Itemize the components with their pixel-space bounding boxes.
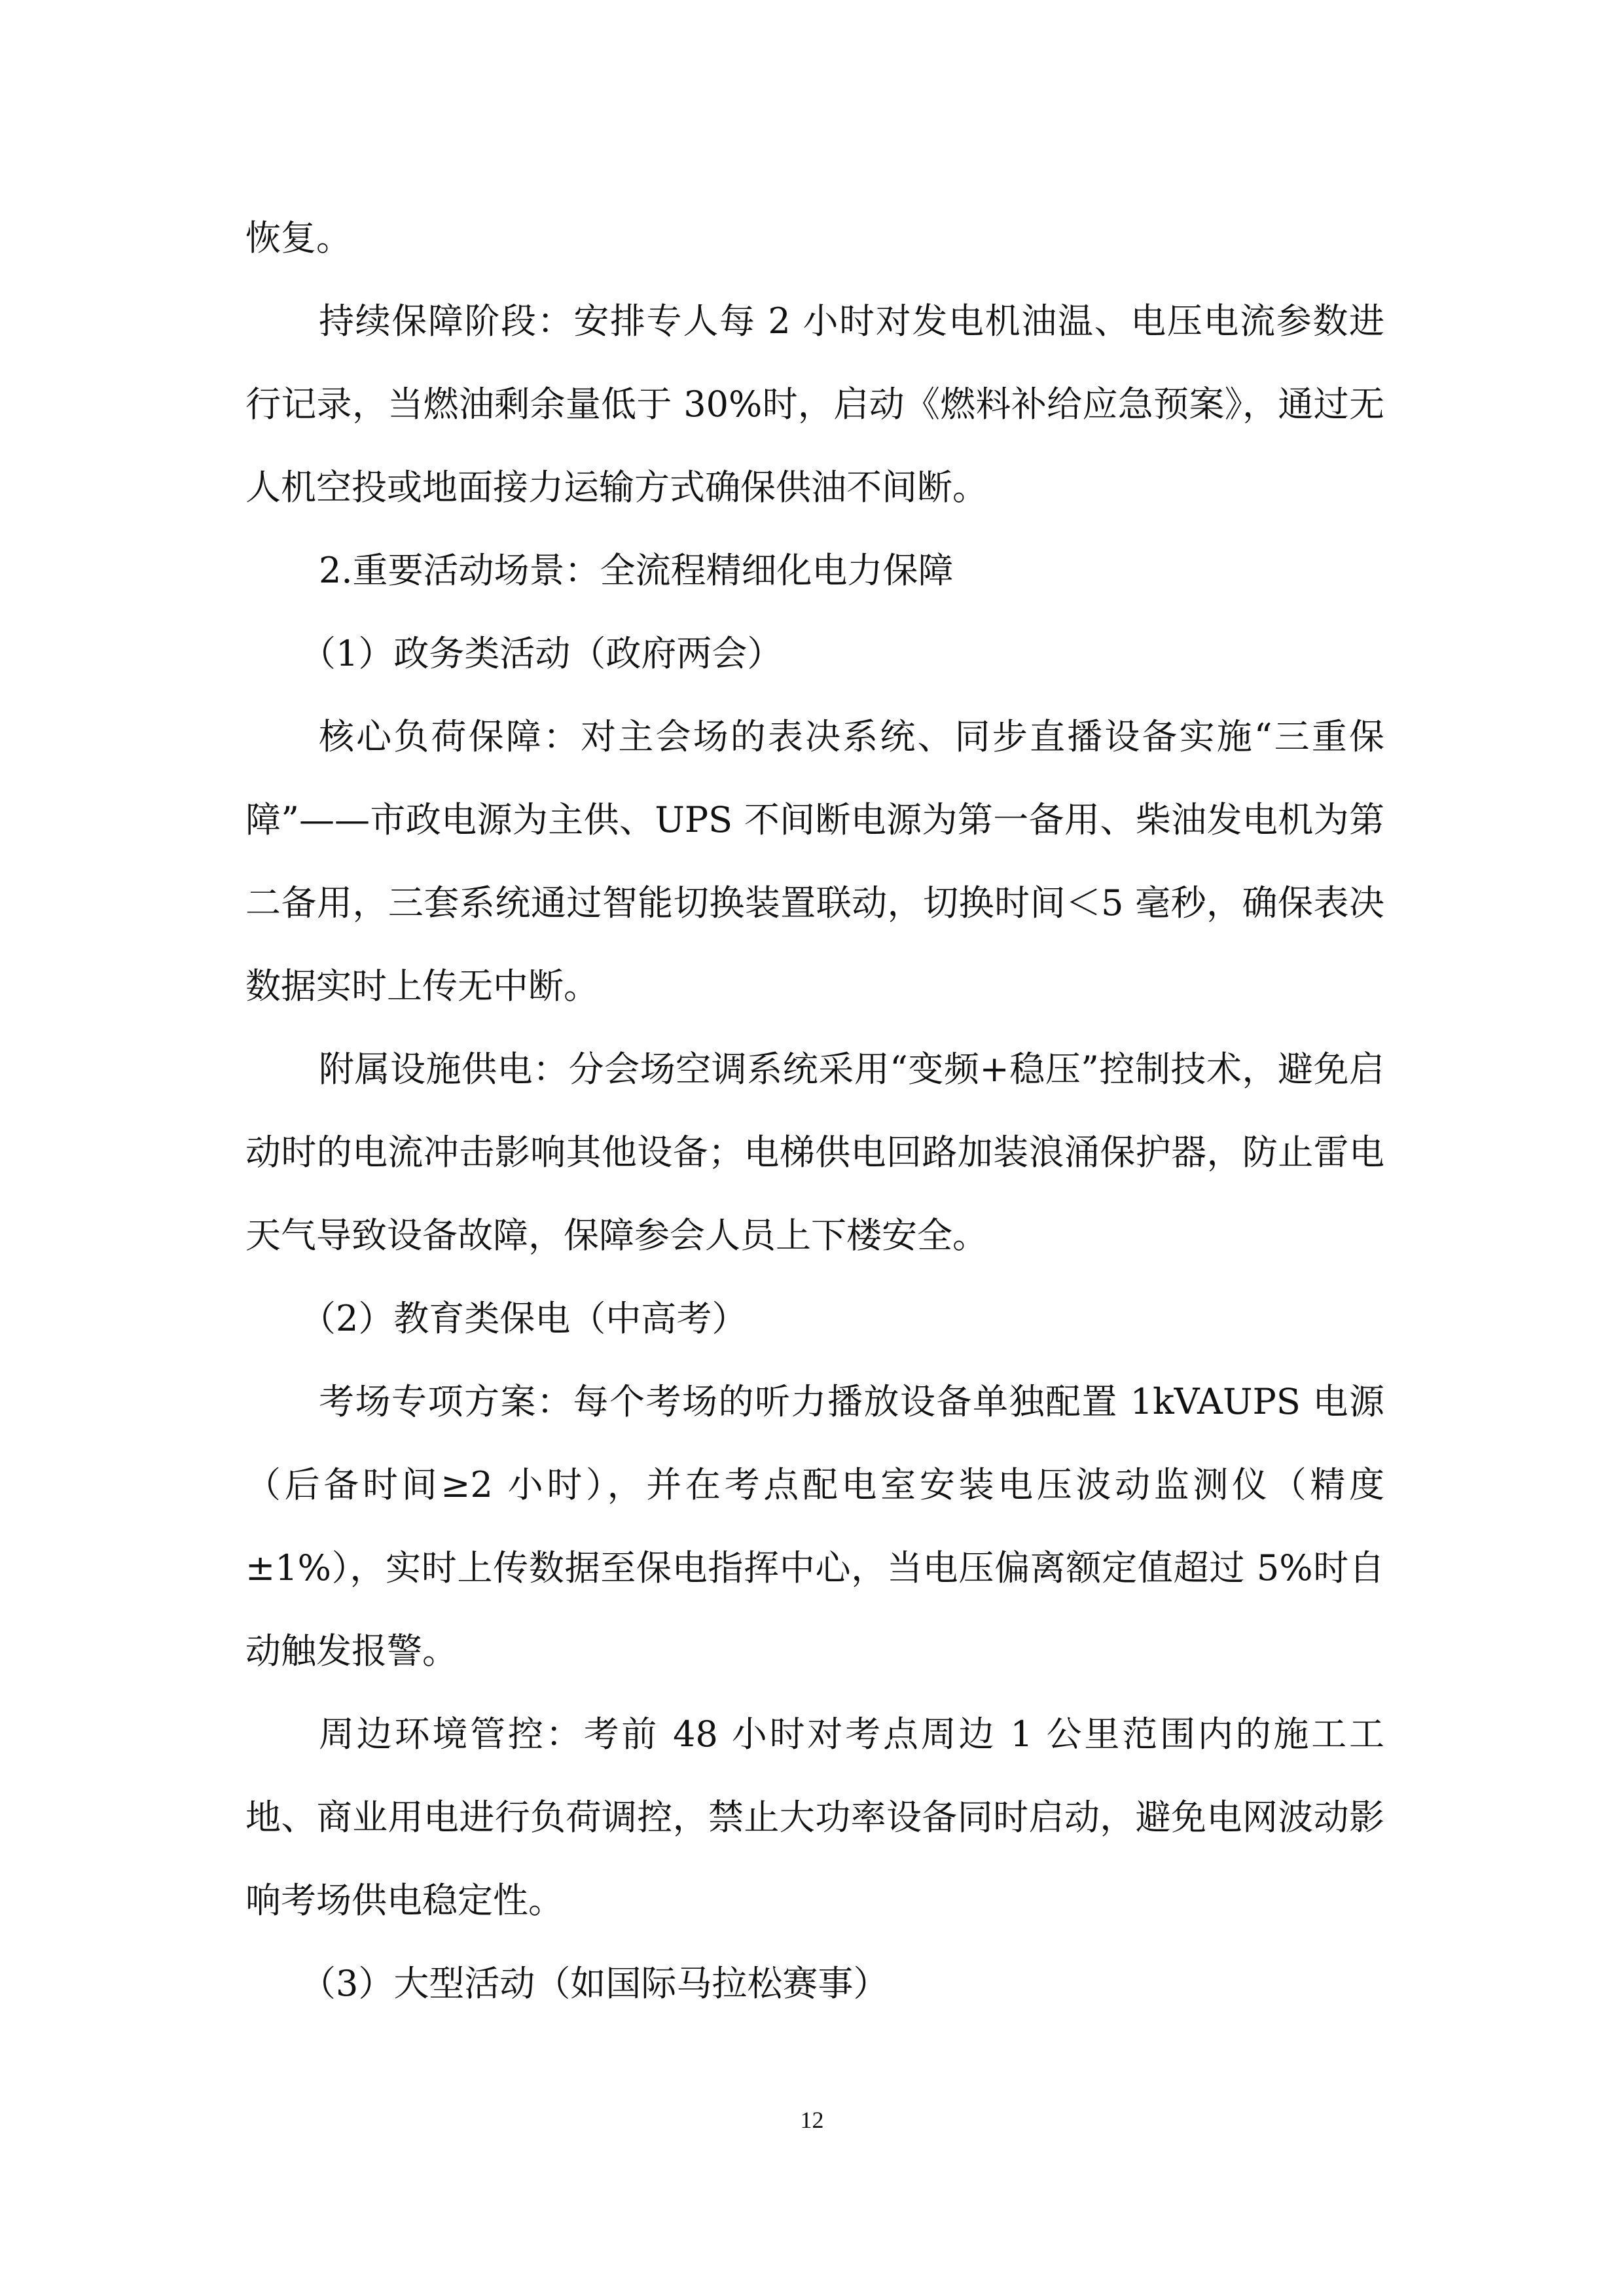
section-heading-important-events: 2.重要活动场景：全流程精细化电力保障 xyxy=(319,550,954,591)
paragraph-continuation: 恢复。 xyxy=(245,217,352,259)
paragraph-exam-plan: 考场专项方案：每个考场的听力播放设备单独配置 1kVAUPS 电源（后备时间≥2 小时），并在考点配电室安装电压波动监测仪（精度±1%），实时上传数据至保电指挥中心，当电压偏离额定值超过 5%时自动触发报警。 xyxy=(245,1381,1384,1672)
document-page xyxy=(245,196,1384,2025)
paragraph-environment-control: 周边环境管控：考前 48 小时对考点周边 1 公里范围内的施工工地、商业用电进行负荷调控，禁止大功率设备同时启动，避免电网波动影响考场供电稳定性。 xyxy=(245,1713,1384,1921)
paragraph-auxiliary-facilities: 附属设施供电：分会场空调系统采用“变频+稳压”控制技术，避免启动时的电流冲击影响其他设备；电梯供电回路加装浪涌保护器，防止雷电天气导致设备故障，保障参会人员上下楼安全。 xyxy=(245,1049,1384,1256)
subheading-government-events: （1）政务类活动（政府两会） xyxy=(300,633,783,674)
paragraph-core-load: 核心负荷保障：对主会场的表决系统、同步直播设备实施“三重保障”——市政电源为主供、UPS 不间断电源为第一备用、柴油发电机为第二备用，三套系统通过智能切换装置联动，切换时间＜5 毫秒，确保表决数据实时上传无中断。 xyxy=(245,716,1384,1007)
page-number: 12 xyxy=(800,2107,824,2133)
paragraph-sustained-support: 持续保障阶段：安排专人每 2 小时对发电机油温、电压电流参数进行记录，当燃油剩余量低于 30%时，启动《燃料补给应急预案》，通过无人机空投或地面接力运输方式确保供油不间断。 xyxy=(245,300,1384,508)
subheading-education-exams: （2）教育类保电（中高考） xyxy=(300,1298,748,1339)
subheading-large-events: （3）大型活动（如国际马拉松赛事） xyxy=(300,1963,889,2004)
